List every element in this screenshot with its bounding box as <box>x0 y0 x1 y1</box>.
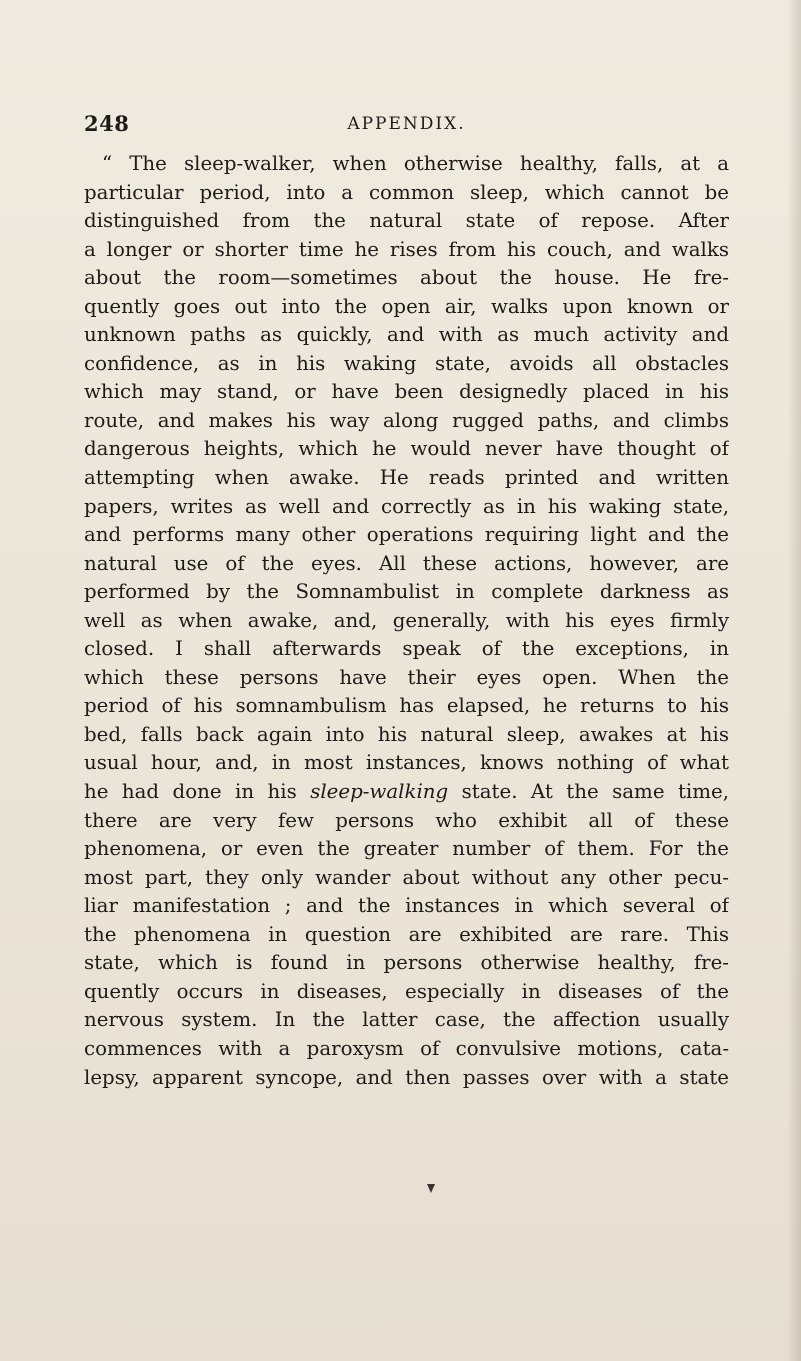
text-line: there are very few persons who exhibit all of these <box>84 808 729 832</box>
text-line: about the room—sometimes about the house. He fre- <box>84 266 729 290</box>
text-line: attempting when awake. He reads printed and written <box>84 466 729 490</box>
text-line: papers, writes as well and correctly as in his waking state, <box>84 494 729 518</box>
body-paragraph <box>84 150 729 1092</box>
text-line: lepsy, apparent syncope, and then passes over with a state <box>84 1065 729 1089</box>
italic-term: sleep-walking <box>310 780 449 804</box>
text-line: and performs many other operations requiring light and the <box>84 523 729 547</box>
text-line: which these persons have their eyes open. When the <box>84 665 729 689</box>
page-edge-shadow <box>787 0 801 1361</box>
text-line: quently goes out into the open air, walks upon known or <box>84 294 729 318</box>
text-line: which may stand, or have been designedly placed in his <box>84 380 729 404</box>
text-line: period of his somnambulism has elapsed, he returns to his <box>84 694 729 718</box>
text-line: state, which is found in persons otherwise healthy, fre- <box>84 951 729 975</box>
text-line: distinguished from the natural state of repose. After <box>84 209 729 233</box>
text-line: a longer or shorter time he rises from his couch, and walks <box>84 237 729 261</box>
page-number: 248 <box>84 111 130 136</box>
text-line: bed, falls back again into his natural sleep, awakes at his <box>84 722 729 746</box>
text-line: dangerous heights, which he would never have thought of <box>84 437 729 461</box>
text-line: most part, they only wander about without any other pecu- <box>84 865 729 889</box>
text-line: commences with a paroxysm of convulsive motions, cata- <box>84 1036 729 1060</box>
text-line: natural use of the eyes. All these actions, however, are <box>84 551 729 575</box>
text-line: well as when awake, and, generally, with his eyes firmly <box>84 608 729 632</box>
catch-mark-icon <box>427 1184 435 1193</box>
text-line: “ The sleep-walker, when otherwise healthy, falls, at a <box>102 152 729 175</box>
text-span: he had done in his <box>84 780 311 804</box>
text-line <box>84 778 729 807</box>
text-line: quently occurs in diseases, especially in diseases of the <box>84 979 729 1003</box>
text-line: route, and makes his way along rugged paths, and climbs <box>84 408 729 432</box>
text-line: particular period, into a common sleep, which cannot be <box>84 180 729 204</box>
text-line: unknown paths as quickly, and with as much activity and <box>84 323 729 347</box>
text-line: confidence, as in his waking state, avoids all obstacles <box>84 351 729 375</box>
text-line: the phenomena in question are exhibited are rare. This <box>84 922 729 946</box>
running-head: APPENDIX. <box>347 114 466 134</box>
text-line: usual hour, and, in most instances, knows nothing of what <box>84 751 729 775</box>
text-line: nervous system. In the latter case, the affection usually <box>84 1008 729 1032</box>
page-header <box>84 111 729 145</box>
text-line: closed. I shall afterwards speak of the exceptions, in <box>84 637 729 661</box>
text-line: phenomena, or even the greater number of them. For the <box>84 837 729 861</box>
text-line: liar manifestation ; and the instances in which several of <box>84 894 729 918</box>
text-span: state. At the same time, <box>448 780 729 804</box>
text-line: performed by the Somnambulist in complete darkness as <box>84 580 729 604</box>
